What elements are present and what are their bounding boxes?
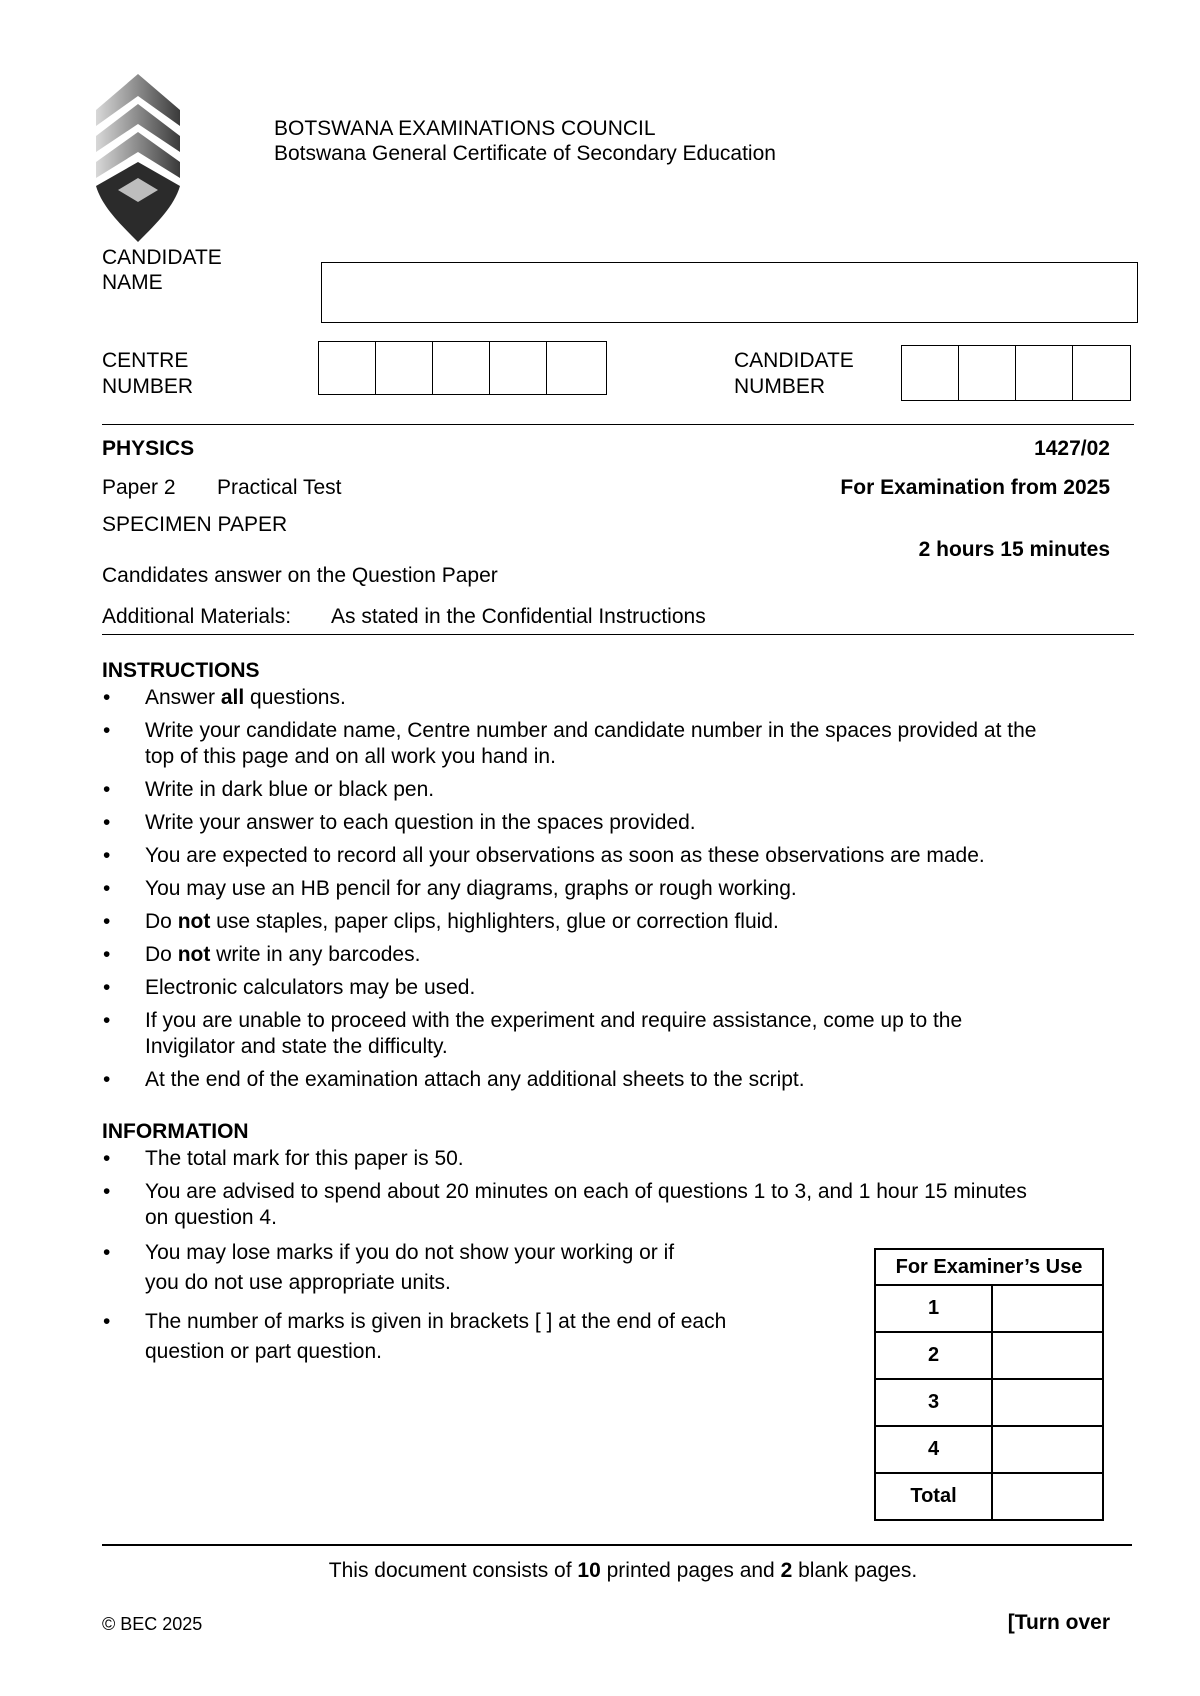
instructions-list	[102, 685, 1142, 1093]
list-item: • The number of marks is given in brackets [ ] at the end of each question or part question.	[102, 1307, 1142, 1367]
centre-number-label-line1: CENTRE	[102, 349, 189, 372]
examiner-row-label: 4	[875, 1426, 992, 1473]
divider-middle	[102, 634, 1134, 635]
subject: PHYSICS	[102, 437, 195, 460]
list-item: • Do not write in any barcodes.	[102, 942, 1142, 968]
examiner-mark-cell	[992, 1332, 1103, 1379]
examiner-mark-cell	[992, 1379, 1103, 1426]
candidate-number-label-line2: NUMBER	[734, 375, 826, 398]
candidate-name-label-line1: CANDIDATE	[102, 246, 222, 269]
page-count-note: This document consists of 10 printed pages and 2 blank pages.	[328, 1559, 918, 1582]
exam-from: For Examination from 2025	[840, 476, 1110, 499]
duration: 2 hours 15 minutes	[918, 538, 1110, 561]
list-item: • Electronic calculators may be used.	[102, 975, 1142, 1001]
list-item: • Do not use staples, paper clips, highlighters, glue or correction fluid.	[102, 909, 1142, 935]
candidate-name-field[interactable]	[321, 262, 1138, 323]
candidate-number-label-line1: CANDIDATE	[734, 349, 854, 372]
centre-number-box-1[interactable]	[318, 341, 376, 395]
examiner-row-label: Total	[875, 1473, 992, 1520]
centre-number-box-4[interactable]	[489, 341, 547, 395]
centre-number-box-3[interactable]	[432, 341, 490, 395]
specimen-label: SPECIMEN PAPER	[102, 513, 288, 536]
instructions-heading: INSTRUCTIONS	[102, 659, 260, 682]
paper-type: Practical Test	[217, 476, 342, 499]
materials-value: As stated in the Confidential Instructions	[331, 605, 706, 628]
copyright: © BEC 2025	[102, 1614, 203, 1634]
examiner-mark-cell	[992, 1473, 1103, 1520]
list-item: • You are expected to record all your observations as soon as these observations are made.	[102, 843, 1142, 869]
candidate-number-box-4[interactable]	[1072, 345, 1131, 401]
centre-number-box-2[interactable]	[375, 341, 433, 395]
list-item: • You are advised to spend about 20 minutes on each of questions 1 to 3, and 1 hour 15 minutes on question 4.	[102, 1179, 1142, 1231]
answer-instruction: Candidates answer on the Question Paper	[102, 564, 498, 587]
materials-label: Additional Materials:	[102, 605, 292, 628]
turn-over: [Turn over	[1007, 1611, 1110, 1634]
candidate-name-label-line2: NAME	[102, 271, 163, 294]
certificate-name: Botswana General Certificate of Secondary Education	[274, 142, 776, 165]
examiner-row-label: 3	[875, 1379, 992, 1426]
information-heading: INFORMATION	[102, 1120, 249, 1143]
list-item: • Answer all questions.	[102, 685, 1142, 711]
examiner-mark-cell	[992, 1285, 1103, 1332]
council-name: BOTSWANA EXAMINATIONS COUNCIL	[274, 117, 656, 140]
paper-number: Paper 2	[102, 476, 176, 499]
examiner-mark-cell	[992, 1426, 1103, 1473]
divider-top	[102, 424, 1134, 425]
candidate-number-box-2[interactable]	[958, 345, 1016, 401]
divider-footer	[102, 1544, 1132, 1546]
list-item: • Write your answer to each question in the spaces provided.	[102, 810, 1142, 836]
list-item: • Write in dark blue or black pen.	[102, 777, 1142, 803]
list-item: • The total mark for this paper is 50.	[102, 1146, 1142, 1172]
bec-logo-icon	[88, 74, 188, 242]
examiner-row-label: 1	[875, 1285, 992, 1332]
candidate-number-box-3[interactable]	[1015, 345, 1073, 401]
paper-code: 1427/02	[1034, 437, 1110, 460]
examiner-table-title: For Examiner’s Use	[875, 1249, 1103, 1285]
examiner-table	[874, 1248, 1104, 1521]
list-item: • Write your candidate name, Centre number and candidate number in the spaces provided at the top of this page and on all work you hand in.	[102, 718, 1142, 770]
examiner-row-label: 2	[875, 1332, 992, 1379]
list-item: • If you are unable to proceed with the experiment and require assistance, come up to the Invigilator and state the difficulty.	[102, 1008, 1142, 1060]
list-item: • At the end of the examination attach any additional sheets to the script.	[102, 1067, 1142, 1093]
list-item: • You may lose marks if you do not show your working or if you do not use appropriate units.	[102, 1238, 1142, 1298]
centre-number-label-line2: NUMBER	[102, 375, 194, 398]
centre-number-box-5[interactable]	[546, 341, 607, 395]
candidate-number-box-1[interactable]	[901, 345, 959, 401]
list-item: • You may use an HB pencil for any diagrams, graphs or rough working.	[102, 876, 1142, 902]
